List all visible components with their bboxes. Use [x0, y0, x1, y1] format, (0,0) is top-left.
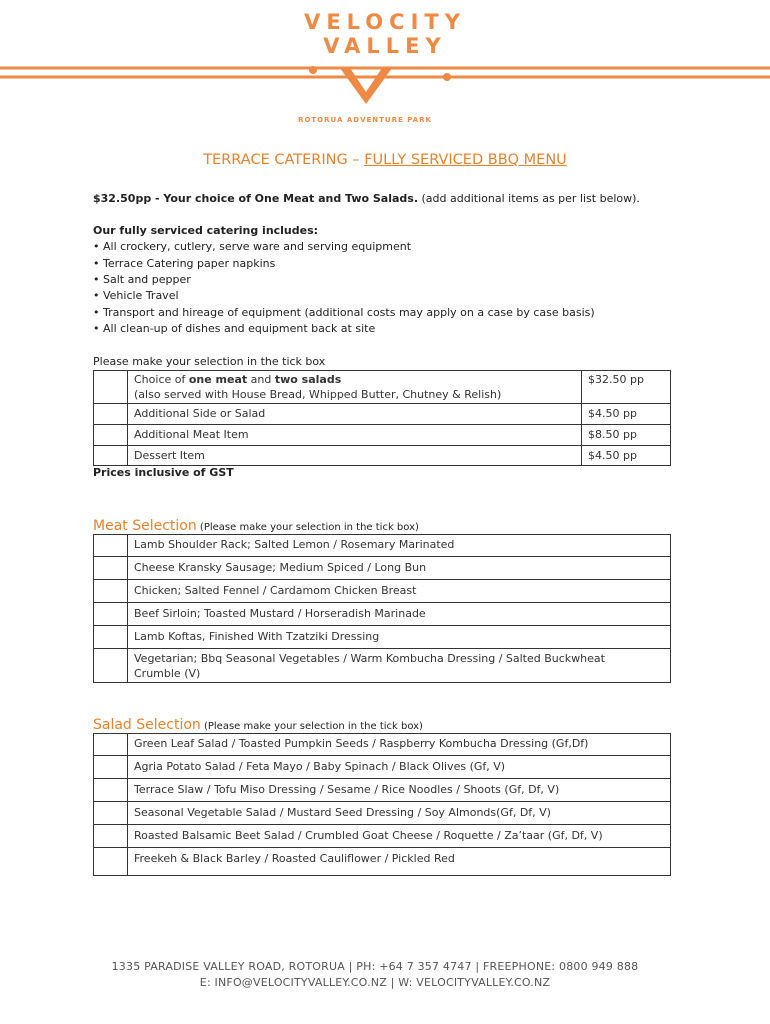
intro-normal: (add additional items as per list below). [418, 192, 640, 205]
logo-line-1: VELOCITY [304, 10, 466, 34]
tick-box[interactable] [94, 535, 128, 557]
includes-title: Our fully serviced catering includes: [93, 224, 319, 237]
table-row [94, 779, 671, 802]
pricing-text: (also served with House Bread, Whipped Butter, Chutney & Relish) [134, 388, 502, 401]
salad-item: Green Leaf Salad / Toasted Pumpkin Seeds / Raspberry Kombucha Dressing (Gf,Df) [128, 734, 671, 756]
pricing-instruction: Please make your selection in the tick box [93, 355, 326, 368]
table-row [94, 371, 671, 404]
meat-item-line: Crumble (V) [134, 667, 201, 680]
pricing-price: $32.50 pp [582, 371, 671, 404]
includes-item: • Vehicle Travel [93, 289, 179, 302]
salad-item: Seasonal Vegetable Salad / Mustard Seed Dressing / Soy Almonds(Gf, Df, V) [128, 802, 671, 825]
logo-graphic [0, 60, 770, 110]
pricing-text: and [247, 373, 275, 386]
logo-subtitle: ROTORUA ADVENTURE PARK [298, 116, 432, 124]
page-title-part2: FULLY SERVICED BBQ MENU [364, 152, 567, 168]
tick-box[interactable] [94, 756, 128, 779]
salad-table [93, 733, 671, 876]
includes-item: • Terrace Catering paper napkins [93, 257, 276, 270]
table-row [94, 848, 671, 876]
footer-address: 1335 PARADISE VALLEY ROAD, ROTORUA | PH: +64 7 357 4747 | FREEPHONE: 0800 949 888 [111, 960, 639, 973]
salad-section-title [93, 714, 423, 733]
salad-item: Terrace Slaw / Tofu Miso Dressing / Sesame / Rice Noodles / Shoots (Gf, Df, V) [128, 779, 671, 802]
tick-box[interactable] [94, 802, 128, 825]
pricing-table [93, 370, 671, 466]
tick-box[interactable] [94, 603, 128, 626]
tick-box[interactable] [94, 371, 128, 404]
tick-box[interactable] [94, 848, 128, 876]
pricing-item: Additional Meat Item [128, 425, 582, 446]
tick-box[interactable] [94, 626, 128, 649]
includes-item: • All clean-up of dishes and equipment back at site [93, 322, 376, 335]
salad-note: (Please make your selection in the tick box) [200, 721, 423, 732]
meat-item: Beef Sirloin; Toasted Mustard / Horseradish Marinade [128, 603, 671, 626]
table-row [94, 603, 671, 626]
pricing-item: Dessert Item [128, 446, 582, 466]
tick-box[interactable] [94, 779, 128, 802]
table-row [94, 557, 671, 580]
meat-section-title [93, 515, 419, 534]
gst-note: Prices inclusive of GST [93, 466, 234, 479]
pricing-price: $4.50 pp [582, 404, 671, 425]
meat-table [93, 534, 671, 683]
pricing-text: Choice of [134, 373, 189, 386]
salad-title: Salad Selection [93, 717, 201, 733]
tick-box[interactable] [94, 649, 128, 683]
includes-item: • All crockery, cutlery, serve ware and serving equipment [93, 240, 412, 253]
meat-item: Lamb Koftas, Finished With Tzatziki Dressing [128, 626, 671, 649]
table-row [94, 649, 671, 683]
tick-box[interactable] [94, 580, 128, 603]
footer-contact: E: INFO@VELOCITYVALLEY.CO.NZ | W: VELOCITYVALLEY.CO.NZ [199, 976, 551, 989]
pricing-text-bold: two salads [274, 373, 342, 386]
table-row [94, 446, 671, 466]
table-row [94, 756, 671, 779]
includes-item: • Transport and hireage of equipment (additional costs may apply on a case by case basis) [93, 306, 595, 319]
pricing-price: $8.50 pp [582, 425, 671, 446]
meat-item: Cheese Kransky Sausage; Medium Spiced / Long Bun [128, 557, 671, 580]
meat-item-line: Vegetarian; Bbq Seasonal Vegetables / Warm Kombucha Dressing / Salted Buckwheat [134, 652, 605, 665]
table-row [94, 626, 671, 649]
intro-line [93, 191, 640, 207]
salad-item: Agria Potato Salad / Feta Mayo / Baby Spinach / Black Olives (Gf, V) [128, 756, 671, 779]
pricing-item: Additional Side or Salad [128, 404, 582, 425]
tick-box[interactable] [94, 825, 128, 848]
tick-box[interactable] [94, 557, 128, 580]
page-title [0, 152, 770, 168]
logo-line-2: VALLEY [323, 34, 447, 58]
meat-title: Meat Selection [93, 518, 197, 534]
tick-box[interactable] [94, 425, 128, 446]
pricing-text-bold: one meat [188, 373, 248, 386]
table-row [94, 580, 671, 603]
meat-note: (Please make your selection in the tick box) [196, 522, 419, 533]
tick-box[interactable] [94, 446, 128, 466]
table-row [94, 825, 671, 848]
tick-box[interactable] [94, 734, 128, 756]
salad-item: Freekeh & Black Barley / Roasted Cauliflower / Pickled Red [128, 848, 671, 876]
page-title-part1: TERRACE CATERING – [203, 152, 365, 168]
table-row [94, 535, 671, 557]
includes-item: • Salt and pepper [93, 273, 191, 286]
meat-item [128, 649, 671, 683]
salad-item: Roasted Balsamic Beet Salad / Crumbled Goat Cheese / Roquette / Za’taar (Gf, Df, V) [128, 825, 671, 848]
table-row [94, 404, 671, 425]
meat-item: Lamb Shoulder Rack; Salted Lemon / Rosemary Marinated [128, 535, 671, 557]
pricing-item [128, 371, 582, 404]
pricing-price: $4.50 pp [582, 446, 671, 466]
table-row [94, 802, 671, 825]
table-row [94, 734, 671, 756]
meat-item: Chicken; Salted Fennel / Cardamom Chicken Breast [128, 580, 671, 603]
table-row [94, 425, 671, 446]
tick-box[interactable] [94, 404, 128, 425]
intro-bold: $32.50pp - Your choice of One Meat and Two Salads. [93, 192, 419, 205]
